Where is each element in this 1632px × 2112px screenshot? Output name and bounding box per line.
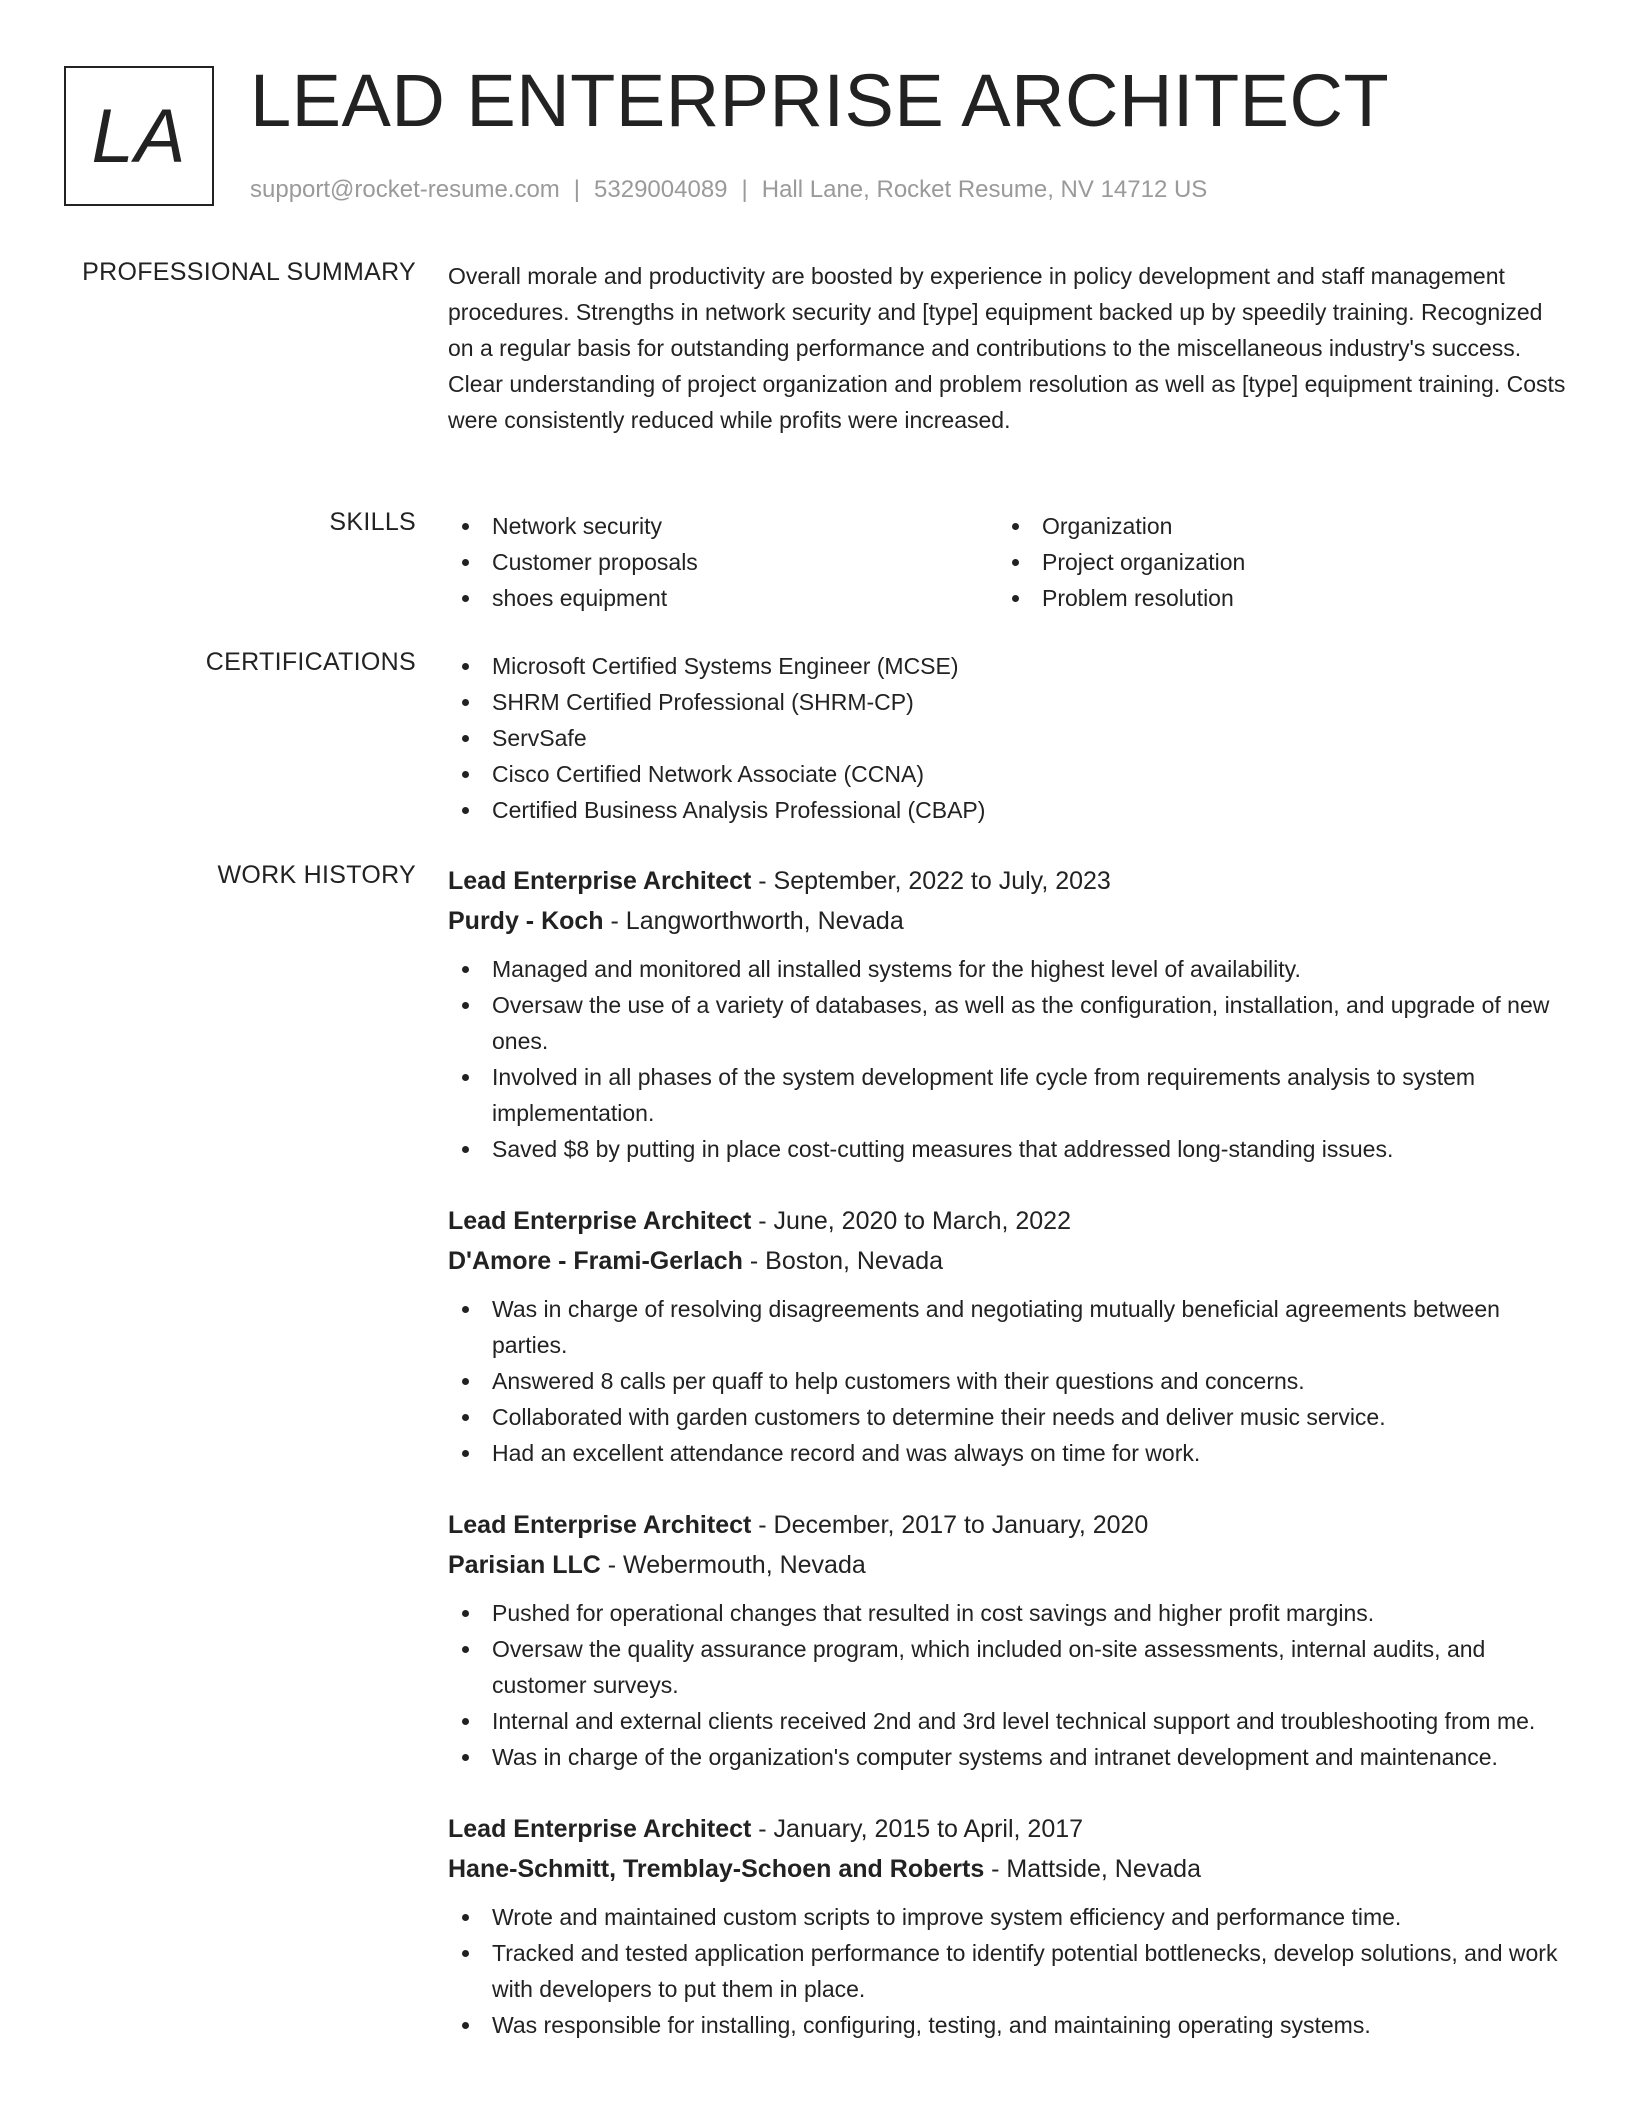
contact-separator: | bbox=[573, 176, 581, 203]
job-title-line bbox=[448, 1505, 1568, 1545]
job-bullet: Was responsible for installing, configuring, testing, and maintaining operating systems. bbox=[448, 2007, 1568, 2043]
skills-body bbox=[448, 508, 1568, 616]
job-title-line bbox=[448, 1201, 1568, 1241]
certification-item: ServSafe bbox=[448, 720, 1568, 756]
job-company-line bbox=[448, 1545, 1568, 1585]
job-bullet: Was in charge of the organization's computer systems and intranet development and maintenance. bbox=[448, 1739, 1568, 1775]
job-entry bbox=[448, 1809, 1568, 2043]
section-title-certifications: CERTIFICATIONS bbox=[205, 648, 416, 676]
summary-body bbox=[448, 258, 1568, 438]
job-bullet: Answered 8 calls per quaff to help customers with their questions and concerns. bbox=[448, 1363, 1568, 1399]
skills-column-1 bbox=[448, 508, 998, 616]
certifications-list bbox=[448, 648, 1568, 828]
summary-text: Overall morale and productivity are boosted by experience in policy development and staff management procedures. Strengths in network security and [type] equipment backed up by speedily training. Recognized on a regular basis for outstanding performance and contributions to the miscellaneous industry's success. Clear understanding of project organization and problem resolution as well as [type] equipment training. Costs were consistently reduced while profits were increased. bbox=[448, 263, 1566, 433]
job-role: Lead Enterprise Architect bbox=[448, 1511, 752, 1539]
skill-item: Network security bbox=[448, 508, 998, 544]
job-dates: - December, 2017 to January, 2020 bbox=[751, 1511, 1149, 1539]
job-bullet: Internal and external clients received 2nd and 3rd level technical support and troubleshooting from me. bbox=[448, 1703, 1568, 1739]
monogram-initials: LA bbox=[91, 93, 187, 179]
job-bullet: Tracked and tested application performance to identify potential bottlenecks, develop solutions, and work with developers to put them in place. bbox=[448, 1935, 1568, 2007]
job-entry bbox=[448, 1201, 1568, 1471]
job-bullet-list bbox=[448, 1899, 1568, 2043]
job-bullet: Collaborated with garden customers to determine their needs and deliver music service. bbox=[448, 1399, 1568, 1435]
job-role: Lead Enterprise Architect bbox=[448, 1207, 752, 1235]
job-company-line bbox=[448, 901, 1568, 941]
job-company: D'Amore - Frami-Gerlach bbox=[448, 1247, 743, 1275]
job-bullet: Was in charge of resolving disagreements and negotiating mutually beneficial agreements between parties. bbox=[448, 1291, 1568, 1363]
contact-email: support@rocket-resume.com bbox=[250, 176, 560, 203]
job-title-line bbox=[448, 1809, 1568, 1849]
job-dates: - September, 2022 to July, 2023 bbox=[751, 867, 1111, 895]
job-title-line bbox=[448, 861, 1568, 901]
job-dates: - January, 2015 to April, 2017 bbox=[751, 1815, 1084, 1843]
certification-item: SHRM Certified Professional (SHRM-CP) bbox=[448, 684, 1568, 720]
job-bullet: Wrote and maintained custom scripts to improve system efficiency and performance time. bbox=[448, 1899, 1568, 1935]
job-company: Hane-Schmitt, Tremblay-Schoen and Roberts bbox=[448, 1855, 985, 1883]
section-title-summary: PROFESSIONAL SUMMARY bbox=[82, 258, 416, 286]
skill-item: Project organization bbox=[998, 544, 1548, 580]
skill-item: Problem resolution bbox=[998, 580, 1548, 616]
job-location: - Langworthworth, Nevada bbox=[603, 907, 904, 935]
skill-item: Organization bbox=[998, 508, 1548, 544]
job-bullet-list bbox=[448, 1291, 1568, 1471]
section-title-work-history: WORK HISTORY bbox=[217, 861, 416, 889]
job-location: - Boston, Nevada bbox=[742, 1247, 944, 1275]
contact-phone: 5329004089 bbox=[594, 176, 728, 203]
job-location: - Webermouth, Nevada bbox=[600, 1551, 866, 1579]
certification-item: Certified Business Analysis Professional (CBAP) bbox=[448, 792, 1568, 828]
contact-separator: | bbox=[741, 176, 748, 203]
skills-column-2 bbox=[998, 508, 1548, 616]
job-company: Parisian LLC bbox=[448, 1551, 601, 1579]
job-location: - Mattside, Nevada bbox=[984, 1855, 1201, 1883]
job-bullet: Involved in all phases of the system development life cycle from requirements analysis to system implementation. bbox=[448, 1059, 1568, 1131]
work-history-body bbox=[448, 861, 1568, 2077]
job-role: Lead Enterprise Architect bbox=[448, 1815, 752, 1843]
job-bullet: Oversaw the quality assurance program, which included on-site assessments, internal audits, and customer surveys. bbox=[448, 1631, 1568, 1703]
contact-line bbox=[250, 176, 1207, 204]
job-bullet-list bbox=[448, 1595, 1568, 1775]
section-title-skills: SKILLS bbox=[329, 508, 416, 536]
skills-list-1 bbox=[448, 508, 998, 616]
job-bullet: Pushed for operational changes that resulted in cost savings and higher profit margins. bbox=[448, 1595, 1568, 1631]
skill-item: shoes equipment bbox=[448, 580, 998, 616]
job-company-line bbox=[448, 1241, 1568, 1281]
job-bullet: Saved $8 by putting in place cost-cutting measures that addressed long-standing issues. bbox=[448, 1131, 1568, 1167]
skill-item: Customer proposals bbox=[448, 544, 998, 580]
contact-address: Hall Lane, Rocket Resume, NV 14712 US bbox=[761, 176, 1208, 203]
job-company-line bbox=[448, 1849, 1568, 1889]
job-bullet: Oversaw the use of a variety of databases, as well as the configuration, installation, and upgrade of new ones. bbox=[448, 987, 1568, 1059]
job-role: Lead Enterprise Architect bbox=[448, 867, 752, 895]
job-company: Purdy - Koch bbox=[448, 907, 604, 935]
certification-item: Cisco Certified Network Associate (CCNA) bbox=[448, 756, 1568, 792]
skills-list-2 bbox=[998, 508, 1548, 616]
job-entry bbox=[448, 1505, 1568, 1775]
certification-item: Microsoft Certified Systems Engineer (MCSE) bbox=[448, 648, 1568, 684]
job-bullet: Managed and monitored all installed systems for the highest level of availability. bbox=[448, 951, 1568, 987]
job-bullet: Had an excellent attendance record and was always on time for work. bbox=[448, 1435, 1568, 1471]
job-bullet-list bbox=[448, 951, 1568, 1167]
certifications-body bbox=[448, 648, 1568, 828]
job-dates: - June, 2020 to March, 2022 bbox=[751, 1207, 1071, 1235]
candidate-name: LEAD ENTERPRISE ARCHITECT bbox=[250, 59, 1390, 142]
job-entry bbox=[448, 861, 1568, 1167]
monogram-box bbox=[64, 66, 214, 206]
